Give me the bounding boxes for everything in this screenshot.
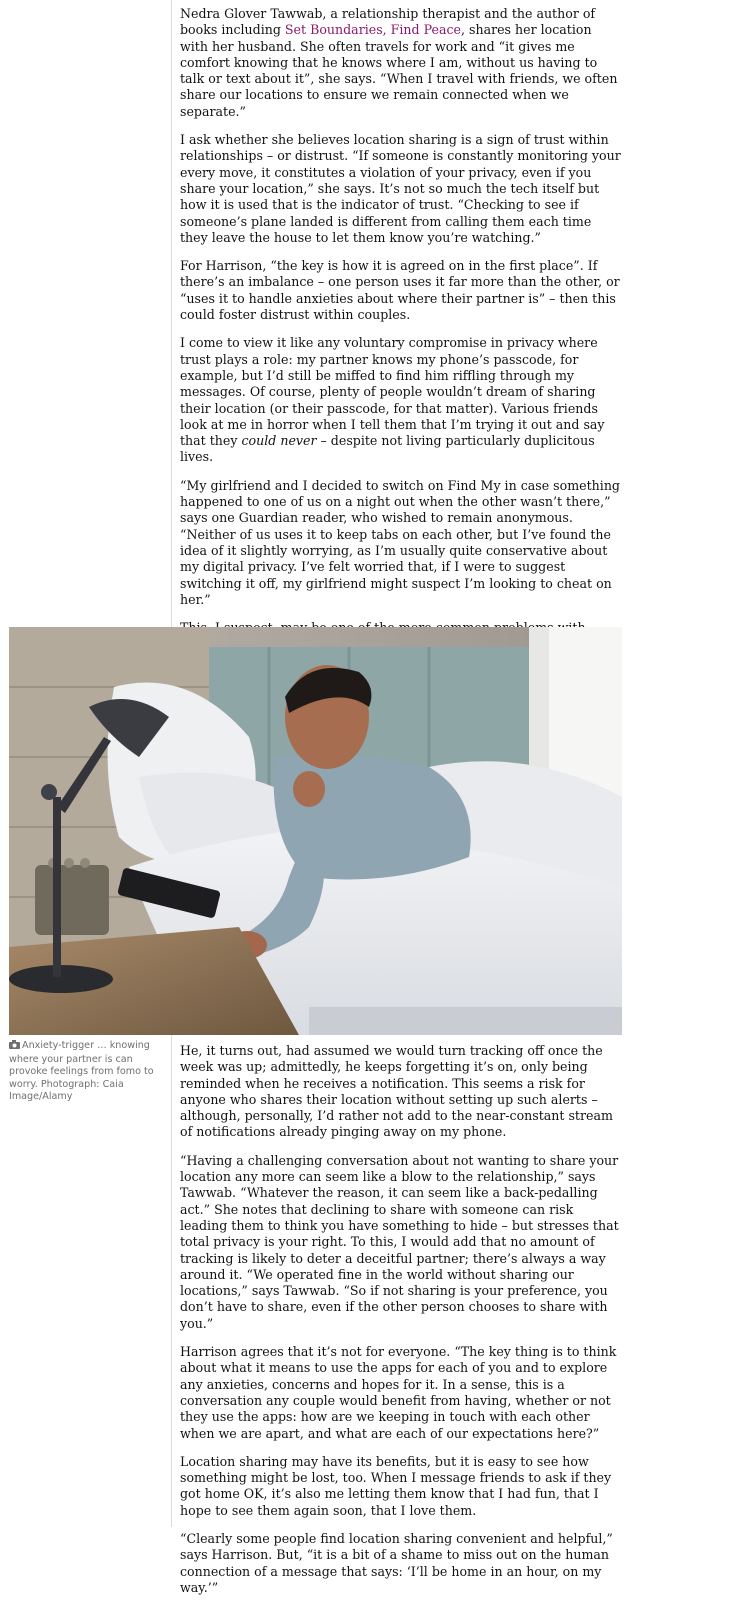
caption-text: Anxiety-trigger … knowing where your partner is can provoke feelings from fomo to worry. Photograph: Caia Image/Alamy: [9, 1040, 154, 1103]
paragraph-text: “My girlfriend and I decided to switch on Find My in case something happened to one of us on a night out when the other wasn’t there,” says one Guardian reader, who wished to remain anonymous. “Neither of us uses it to keep tabs on each other, but I’ve found the idea of it slightly worrying, as I’m usually quite conservative about my digital privacy. I’ve felt worried that, if I were to suggest switching it off, my girlfriend might suspect I’m looking to cheat on her.”: [180, 477, 620, 607]
paragraph-text: Harrison agrees that it’s not for everyone. “The key thing is to think about what it means to use the apps for each of you and to explore any anxieties, concerns and hopes for it. In a sense, this is a conversation any couple would benefit from having, whether or not they use the apps: how are we keeping in touch with each other when we are apart, and what are each of our expectations here?”: [180, 1344, 617, 1441]
camera-icon: [9, 1040, 20, 1054]
paragraph: [180, 258, 622, 323]
paragraph: [180, 1454, 622, 1519]
paragraph: [180, 1531, 622, 1596]
article-photo: [9, 627, 622, 1035]
paragraph-text: , shares her location with her husband. She often travels for work and “it gives me comfort knowing that he knows where I am, without us having to talk or text about it”, she says. “When I travel with friends, we often share our locations to ensure we remain connected when we separate.”: [180, 22, 618, 119]
man-in-bed-with-phone-illustration: [9, 627, 622, 1035]
paragraph: [180, 335, 622, 465]
paragraph-text: I ask whether she believes location sharing is a sign of trust within relationships – or distrust. “If someone is constantly monitoring your every move, it constitutes a violation of your privacy, even if you share your location,” she says. It’s not so much the tech itself but how it is used that is the indicator of trust. “Checking to see if someone’s plane landed is different from calling them each time they leave the house to let them know you’re watching.”: [180, 132, 621, 245]
paragraph-text: Location sharing may have its benefits, but it is easy to see how something might be lost, too. When I message friends to ask if they got home OK, it’s also me letting them know that I had fun, that I hope to see them again soon, that I love them.: [180, 1453, 612, 1518]
paragraph-text: He, it turns out, had assumed we would turn tracking off once the week was up; admittedly, he keeps forgetting it’s on, only being reminded when he receives a notification. This seems a risk for anyone who shares their location without setting up such alerts – although, personally, I’d rather not add to the near-constant stream of notifications already pinging away on my phone.: [180, 1043, 613, 1140]
paragraph-text: Nedra Glover Tawwab, a relationship therapist and the author of books including: [180, 6, 596, 38]
paragraph-text: “Clearly some people find location sharing convenient and helpful,” says Harrison. But, “it is a bit of a shame to miss out on the human connection of a message that says: ‘I’ll be home in an hour, on my way.’”: [180, 1531, 613, 1595]
paragraph: [180, 132, 622, 246]
emphasis-text: could never: [241, 433, 317, 449]
photo-caption: [9, 1040, 167, 1104]
paragraph: [180, 478, 622, 608]
article-body-top: [180, 6, 622, 714]
paragraph-text: “Having a challenging conversation about not wanting to share your location any more can seem like a blow to the relationship,” says Tawwab. “Whatever the reason, it can seem like a back-pedalling act.” She notes that declining to share with someone can risk leading them to think you have something to hide – but stresses that total privacy is your right. To this, I would add that no amount of tracking is likely to deter a deceitful partner; there’s always a way around it. “We operated fine in the world without sharing our locations,” says Tawwab. “So if not sharing is your preference, you don’t have to share, even if the other person chooses to share with you.”: [180, 1152, 619, 1331]
paragraph-text: I come to view it like any voluntary compromise in privacy where trust plays a role: my partner knows my phone’s passcode, for example, but I’d still be miffed to find him riffling through my messages. Of course, plenty of people wouldn’t dream of sharing their location (or their passcode, for that matter). Various friends look at me in horror when I tell them that I’m trying it out and say that they: [180, 335, 605, 449]
paragraph: [180, 1344, 622, 1442]
paragraph: [180, 1043, 622, 1141]
paragraph: [180, 1153, 622, 1332]
paragraph-text: – despite not living particularly duplicitous lives.: [180, 433, 595, 465]
paragraph-text: For Harrison, “the key is how it is agreed on in the first place”. If there’s an imbalance – one person uses it far more than the other, or “uses it to handle anxieties about where their partner is” – then this could foster distrust within couples.: [180, 258, 620, 323]
paragraph: [180, 6, 622, 120]
article-body-bottom: [180, 1043, 622, 1608]
book-link[interactable]: Set Boundaries, Find Peace: [284, 22, 461, 38]
